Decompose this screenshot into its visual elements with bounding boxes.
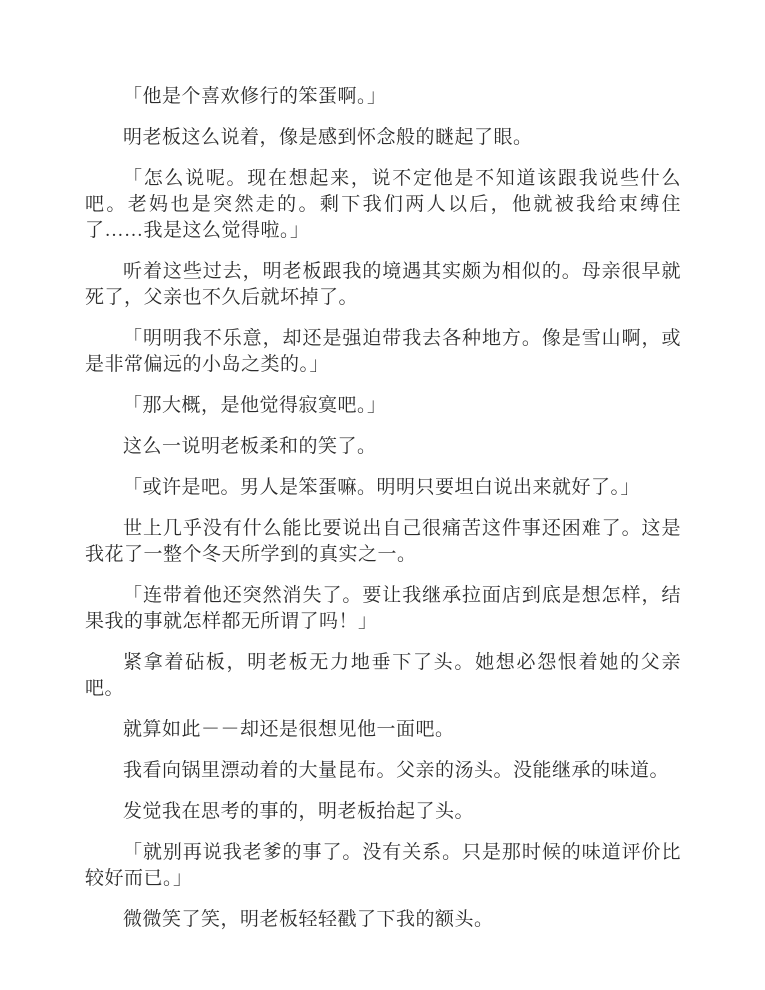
paragraph: 世上几乎没有什么能比要说出自己很痛苦这件事还困难了。这是我花了一整个冬天所学到的真实之一。 <box>85 518 681 565</box>
paragraph: 「他是个喜欢修行的笨蛋啊。」 <box>123 86 387 107</box>
paragraph: 「明明我不乐意，却还是强迫带我去各种地方。像是雪山啊，或是非常偏远的小岛之类的。」 <box>85 328 681 375</box>
paragraph: 明老板这么说着，像是感到怀念般的瞇起了眼。 <box>123 127 533 148</box>
paragraph: 我看向锅里漂动着的大量昆布。父亲的汤头。没能继承的味道。 <box>123 760 670 781</box>
paragraph: 「就别再说我老爹的事了。没有关系。只是那时候的味道评价比较好而已。」 <box>85 842 681 889</box>
paragraph: 这么一说明老板柔和的笑了。 <box>123 436 377 457</box>
paragraph: 紧拿着砧板，明老板无力地垂下了头。她想必怨恨着她的父亲吧。 <box>85 652 681 699</box>
document-page <box>85 84 681 948</box>
paragraph: 微微笑了笑，明老板轻轻戳了下我的额头。 <box>123 909 494 930</box>
paragraph: 「怎么说呢。现在想起来，说不定他是不知道该跟我说些什么吧。老妈也是突然走的。剩下我们两人以后，他就被我给束缚住了……我是这么觉得啦。」 <box>85 168 681 241</box>
paragraph: 听着这些过去，明老板跟我的境遇其实颇为相似的。母亲很早就死了，父亲也不久后就坏掉了。 <box>85 261 681 308</box>
paragraph: 「那大概，是他觉得寂寞吧。」 <box>123 395 387 416</box>
paragraph: 「或许是吧。男人是笨蛋嘛。明明只要坦白说出来就好了。」 <box>123 477 641 498</box>
paragraph: 发觉我在思考的事的，明老板抬起了头。 <box>123 801 475 822</box>
paragraph: 就算如此－－却还是很想见他一面吧。 <box>123 719 455 740</box>
paragraph: 「连带着他还突然消失了。要让我继承拉面店到底是想怎样，结果我的事就怎样都无所谓了吗！」 <box>85 585 681 632</box>
